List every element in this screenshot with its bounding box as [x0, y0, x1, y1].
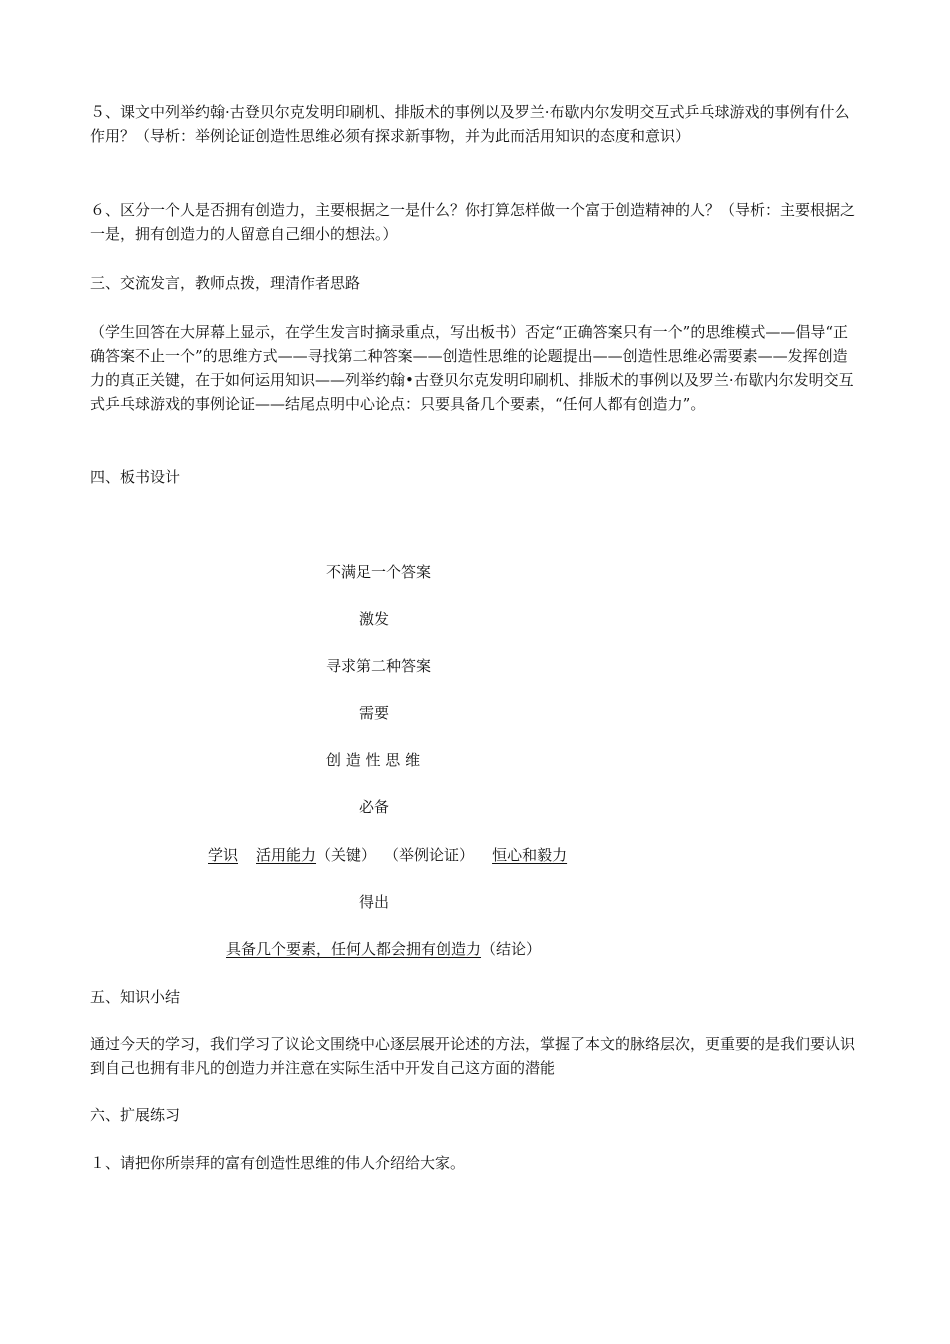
board-conclusion-row: [226, 937, 541, 961]
section-5-body: 通过今天的学习，我们学习了议论文围绕中心逐层展开论述的方法，掌握了本文的脉络层次，更重要的是我们要认识到自己也拥有非凡的创造力并注意在实际生活中开发自己这方面的潜能: [90, 1035, 856, 1077]
board-conclusion-note: （结论）: [481, 940, 542, 958]
element-perseverance: 恒心和毅力: [492, 846, 568, 864]
section-3-heading: 三、交流发言，教师点拨，理清作者思路: [90, 274, 361, 292]
question-6: ６、区分一个人是否拥有创造力，主要根据之一是什么？你打算怎样做一个富于创造精神的人？（导析：主要根据之一是，拥有创造力的人留意自己细小的想法。）: [90, 201, 856, 243]
board-line-4: 需要: [359, 704, 390, 722]
section-4-heading: 四、板书设计: [90, 468, 181, 486]
element-example-note: （举例论证）: [384, 846, 475, 864]
board-line-1: 不满足一个答案: [326, 563, 432, 581]
element-applied-ability: 活用能力: [256, 846, 317, 864]
board-conclusion: 具备几个要素，任何人都会拥有创造力: [226, 940, 482, 958]
element-key-note: （关键）: [316, 846, 377, 864]
board-line-5: 创 造 性 思 维: [326, 751, 421, 769]
board-line-8: 得出: [359, 893, 390, 911]
board-line-3: 寻求第二种答案: [326, 657, 432, 675]
board-line-2: 激发: [359, 610, 390, 628]
board-line-6: 必备: [359, 798, 390, 816]
board-elements-row: [208, 843, 567, 867]
question-5: ５、课文中列举约翰·古登贝尔克发明印刷机、排版术的事例以及罗兰·布歇内尔发明交互式乒乓球游戏的事例有什么作用？（导析：举例论证创造性思维必须有探求新事物，并为此而活用知识的态度和意识）: [90, 103, 850, 145]
element-knowledge: 学识: [208, 846, 239, 864]
section-5-heading: 五、知识小结: [90, 988, 181, 1006]
section-6-heading: 六、扩展练习: [90, 1106, 181, 1124]
section-3-body: （学生回答在大屏幕上显示，在学生发言时摘录重点，写出板书）否定“正确答案只有一个”的思维模式——倡导“正确答案不止一个”的思维方式——寻找第二种答案——创造性思维的论题提出——创造性思维必需要素——发挥创造力的真正关键，在于如何运用知识——列举约翰•古登贝尔克发明印刷机、排版术的事例以及罗兰·布歇内尔发明交互式乒乓球游戏的事例论证——结尾点明中心论点：只要具备几个要素，“任何人都有创造力”。: [90, 323, 854, 413]
section-6-item-1: １、请把你所崇拜的富有创造性思维的伟人介绍给大家。: [90, 1154, 466, 1172]
